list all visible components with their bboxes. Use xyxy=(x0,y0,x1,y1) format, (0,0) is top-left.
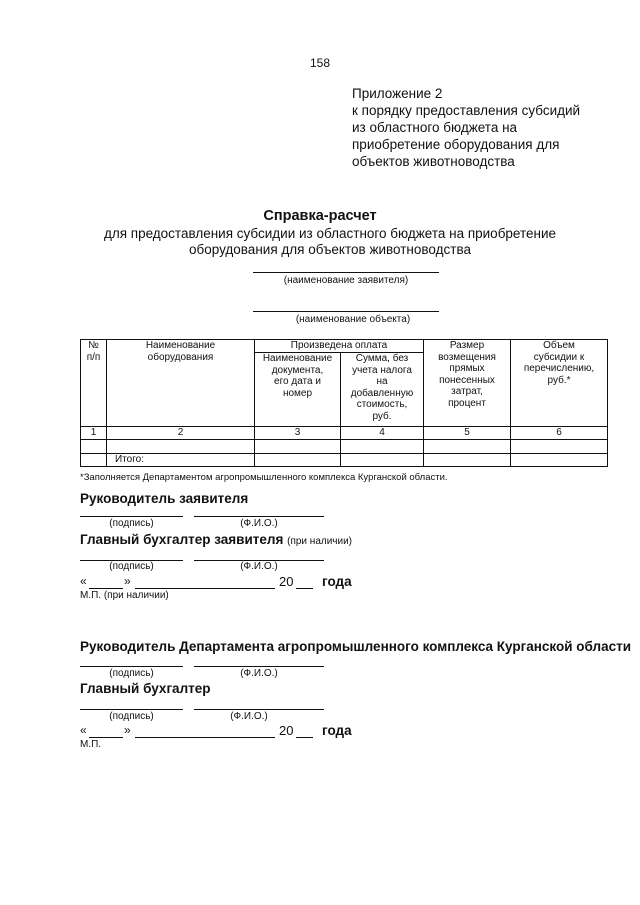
document-title: Справка-расчет xyxy=(263,208,377,224)
name-caption: (Ф.И.О.) xyxy=(240,561,278,572)
header-reimbursement-rate: Размер возмещения прямых понесенных затрат, процент xyxy=(424,340,511,427)
signature-caption: (подпись) xyxy=(109,668,154,679)
name-caption: (Ф.И.О.) xyxy=(240,668,278,679)
column-number: 3 xyxy=(255,427,341,440)
applicant-date-close: » xyxy=(124,574,131,588)
column-number: 5 xyxy=(424,427,511,440)
total-label: Итого: xyxy=(107,453,255,466)
applicant-name-line xyxy=(253,272,439,273)
accountant-note: (при наличии) xyxy=(287,536,353,547)
header-document: Наименование документа, его дата и номер xyxy=(255,353,341,427)
department-month-line xyxy=(135,737,275,738)
object-name-line xyxy=(253,311,439,312)
header-number: № п/п xyxy=(81,340,107,427)
department-accountant-name-line xyxy=(194,709,324,710)
object-caption: (наименование объекта) xyxy=(295,314,411,325)
document-subtitle xyxy=(80,226,580,258)
table-row xyxy=(81,439,608,453)
department-year-line xyxy=(296,737,313,738)
applicant-day-line xyxy=(89,588,123,589)
column-number: 2 xyxy=(107,427,255,440)
department-head-signature-line xyxy=(80,666,183,667)
signature-caption: (подпись) xyxy=(109,561,154,572)
column-number: 4 xyxy=(341,427,424,440)
appendix-line: приобретение оборудования для xyxy=(352,137,560,152)
appendix-line: Приложение 2 xyxy=(352,86,443,101)
subtitle-line: для предоставления субсидии из областного бюджета на приобретение xyxy=(103,226,557,241)
applicant-year-word: года xyxy=(322,574,352,589)
department-date-close: » xyxy=(124,723,131,737)
column-number: 6 xyxy=(511,427,608,440)
name-caption: (Ф.И.О.) xyxy=(240,518,278,529)
department-head-label: Руководитель Департамента агропромышленного комплекса Курганской области xyxy=(80,639,632,654)
signature-caption: (подпись) xyxy=(109,518,154,529)
applicant-head-label: Руководитель заявителя xyxy=(80,491,249,506)
department-stamp-note: М.П. xyxy=(80,739,102,750)
department-head-name-line xyxy=(194,666,324,667)
footnote: *Заполняется Департаментом агропромышленного комплекса Курганской области. xyxy=(80,472,448,483)
department-year-prefix: 20 xyxy=(279,723,294,738)
header-payment-made: Произведена оплата xyxy=(255,340,424,353)
appendix-block xyxy=(352,85,580,170)
applicant-stamp-note: М.П. (при наличии) xyxy=(80,590,169,601)
applicant-year-line xyxy=(296,588,313,589)
applicant-year-prefix: 20 xyxy=(279,574,294,589)
department-year-word: года xyxy=(322,723,352,738)
applicant-date-open: « xyxy=(80,574,87,588)
signature-caption: (подпись) xyxy=(109,711,154,722)
header-sum-without-vat: Сумма, без учета налога на добавленную стоимость, руб. xyxy=(341,353,424,427)
header-subsidy-amount: Объем субсидии к перечислению, руб.* xyxy=(511,340,608,427)
applicant-caption: (наименование заявителя) xyxy=(283,275,409,286)
column-number: 1 xyxy=(81,427,107,440)
subtitle-line: оборудования для объектов животноводства xyxy=(189,242,471,257)
department-day-line xyxy=(89,737,123,738)
appendix-line: к порядку предоставления субсидий xyxy=(352,103,581,118)
applicant-accountant-label: Главный бухгалтер заявителя (при наличии) xyxy=(80,532,353,547)
department-date-open: « xyxy=(80,723,87,737)
header-equipment: Наименование оборудования xyxy=(107,340,255,427)
department-accountant-label: Главный бухгалтер xyxy=(80,681,211,696)
name-caption: (Ф.И.О.) xyxy=(230,711,268,722)
department-accountant-signature-line xyxy=(80,709,183,710)
calculation-table xyxy=(80,339,608,467)
page-number: 158 xyxy=(309,56,331,70)
total-row xyxy=(81,453,608,466)
applicant-head-name-line xyxy=(194,516,324,517)
applicant-month-line xyxy=(135,588,275,589)
appendix-line: объектов животноводства xyxy=(352,154,515,169)
applicant-head-signature-line xyxy=(80,516,183,517)
appendix-line: из областного бюджета на xyxy=(352,120,518,135)
